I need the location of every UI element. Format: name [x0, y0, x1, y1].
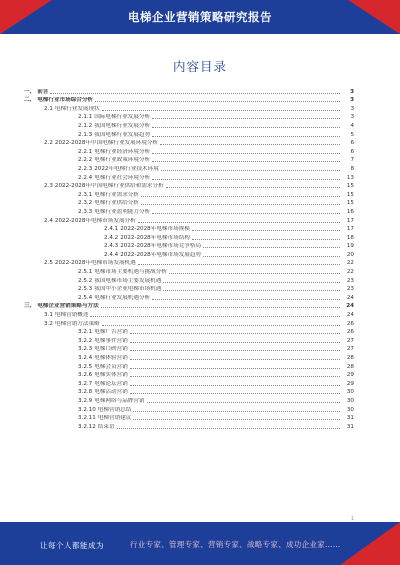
toc-entry-title: 2022-2028年电梯市场规模 [120, 226, 190, 233]
toc-entry-number: 二、 [24, 97, 36, 104]
toc-heading: 内容目录 [172, 59, 227, 74]
toc-entry-number: 2.5.3 [78, 286, 93, 293]
toc-dot-leader [102, 110, 340, 111]
toc-entry-page: 29 [346, 372, 354, 379]
toc-entry-page: 31 [346, 415, 354, 422]
toc-entry-title: 2022-2028年电梯市场发展分析 [54, 217, 136, 224]
toc-entry-page: 15 [346, 183, 354, 190]
toc-entry-page: 24 [346, 303, 354, 310]
toc-dot-leader [152, 299, 340, 300]
toc-entry-title: 电梯行业发展机遇分析 [94, 294, 151, 301]
toc-entry-title: 电梯行业盈利能力分析 [94, 208, 151, 215]
toc-entry-page: 31 [346, 423, 354, 430]
toc-entry-page: 22 [346, 260, 354, 267]
toc-entry-title: 电梯事件营销 [94, 337, 128, 344]
toc-entry-number: 2.2 [44, 140, 53, 147]
toc-entry[interactable] [24, 181, 354, 190]
toc-entry-number: 3.2.1 [78, 329, 93, 336]
toc-entry[interactable] [24, 258, 354, 267]
toc-entry[interactable] [24, 352, 354, 361]
header-bar [0, 0, 400, 34]
toc-entry[interactable] [24, 215, 354, 224]
toc-entry-page: 30 [346, 389, 354, 396]
toc-dot-leader [141, 204, 340, 205]
toc-dot-leader [163, 282, 340, 283]
toc-entry-number: 3.2.12 [78, 423, 96, 430]
toc-entry-number: 2.2.4 [78, 174, 93, 181]
toc-entry-title: 电梯行业社会环境分析 [94, 174, 151, 181]
toc-entry-title: 电梯行业经济环境分析 [94, 148, 151, 155]
toc-entry[interactable] [24, 318, 354, 327]
toc-entry-number: 一、 [24, 88, 36, 95]
toc-dot-leader [166, 187, 340, 188]
toc-entry[interactable] [24, 284, 354, 293]
toc-entry-number: 2.2.1 [78, 148, 93, 155]
toc-entry[interactable] [24, 86, 354, 95]
toc-entry-title: 电梯实体营销 [94, 372, 128, 379]
toc-entry-title: 2022-2028年电梯市场竞争格局 [120, 243, 202, 250]
toc-entry-title: 电梯营销方法策略 [54, 320, 100, 327]
toc-entry-number: 3.2.8 [78, 389, 93, 396]
toc-dot-leader [130, 359, 340, 360]
toc-entry[interactable] [24, 275, 354, 284]
toc-entry-number: 2.2.2 [78, 157, 93, 164]
toc-entry[interactable] [24, 378, 354, 387]
toc-dot-leader [169, 273, 340, 274]
toc-entry[interactable] [24, 138, 354, 147]
toc-entry-page: 3 [350, 114, 354, 121]
toc-entry[interactable] [24, 129, 354, 138]
toc-entry-number: 2.4.2 [104, 234, 119, 241]
toc-dot-leader [130, 350, 340, 351]
toc-entry-page: 28 [346, 355, 354, 361]
toc-entry-title: 电梯营销概述 [54, 312, 89, 319]
toc-entry-number: 3.1 [44, 312, 53, 319]
toc-dot-leader [192, 239, 340, 240]
toc-entry-page: 15 [346, 200, 354, 207]
toc-dot-leader [130, 393, 340, 394]
toc-dot-leader [95, 101, 340, 102]
toc-dot-leader [130, 385, 340, 386]
toc-entry-title: 电梯口碑营销 [94, 346, 128, 353]
toc-entry-title: 电梯行业政策环境分析 [94, 157, 151, 164]
toc-entry-title: 我国电梯市场主要发展机遇 [94, 277, 162, 284]
toc-entry-number: 2.5.1 [78, 269, 93, 276]
toc-entry[interactable] [24, 387, 354, 396]
toc-entry-title: 2022-2028年电梯市场结构 [120, 234, 190, 241]
toc-entry-number: 2.4.3 [104, 243, 119, 250]
toc-dot-leader [152, 153, 340, 154]
toc-entry-title: 电梯营销总结 [97, 406, 132, 413]
toc-dot-leader [161, 170, 340, 171]
toc-entry-number: 3.2.6 [78, 372, 93, 379]
toc-entry[interactable] [24, 404, 354, 413]
toc-entry-number: 2.3.1 [78, 191, 93, 198]
toc-entry[interactable] [24, 361, 354, 370]
toc-entry-page: 23 [346, 277, 354, 284]
toc-dot-leader [130, 333, 340, 334]
toc-entry[interactable] [24, 327, 354, 336]
toc-entry-page: 24 [346, 294, 354, 301]
report-title: 电梯企业营销策略研究报告 [128, 10, 272, 24]
toc-entry-number: 2.4.1 [104, 226, 119, 233]
toc-entry[interactable] [24, 198, 354, 207]
toc-entry[interactable] [24, 206, 354, 215]
toc-entry[interactable] [24, 301, 354, 310]
toc-entry-page: 15 [346, 191, 354, 198]
toc-entry-title: 电梯行业发展现状 [54, 105, 100, 112]
toc-dot-leader [192, 230, 340, 231]
toc-entry-title: 电梯广告营销 [94, 329, 128, 336]
toc-entry-number: 2.1.2 [78, 122, 93, 129]
toc-dot-leader [152, 213, 340, 214]
toc-entry[interactable] [24, 249, 354, 258]
toc-entry-number: 2.3.2 [78, 200, 93, 207]
toc-entry-page: 3 [350, 105, 354, 112]
toc-entry-title: 电梯网络与品牌营销 [94, 397, 145, 404]
toc-dot-leader [90, 316, 340, 317]
footer-red-wedge [340, 522, 400, 565]
toc-entry-number: 2.2.3 [78, 165, 93, 172]
footer-tagline: 行业专家、管理专家、营销专家、战略专家、成功企业家…… [130, 540, 341, 549]
toc-entry[interactable] [24, 224, 354, 233]
toc-entry[interactable] [24, 172, 354, 181]
toc-entry-number: 三、 [24, 303, 36, 310]
toc-entry-number: 2.5.4 [78, 294, 93, 301]
toc-entry-title: 电梯市场主要机遇与挑战分析 [94, 269, 167, 276]
toc-entry-title: 2022-2028年中国电梯行业供给和需求分析 [54, 183, 164, 190]
toc-entry-title: 电梯体验营销 [94, 355, 128, 361]
toc-dot-leader [138, 222, 340, 223]
toc-entry-number: 3.2 [44, 320, 53, 327]
toc-entry-title: 电梯行业市场综合分析 [37, 97, 94, 104]
toc-dot-leader [160, 144, 340, 145]
toc-entry-number: 3.2.11 [78, 415, 96, 422]
toc-entry-number: 2.1.1 [78, 114, 93, 121]
toc-entry-number: 2.5 [44, 260, 53, 267]
toc-dot-leader [130, 342, 340, 343]
toc-entry-page: 4 [350, 122, 354, 129]
toc-dot-leader [203, 247, 340, 248]
page-number: 1 [350, 516, 354, 522]
toc-entry-page: 23 [346, 286, 354, 293]
toc-dot-leader [130, 368, 340, 369]
toc-dot-leader [141, 196, 340, 197]
toc-entry-number: 3.2.3 [78, 346, 93, 353]
toc-entry-title: 我国电梯行业发展趋势 [94, 131, 151, 138]
toc-entry-title: 我国电梯行业发展分析 [94, 122, 151, 129]
toc-entry-page: 6 [350, 148, 354, 155]
toc-entry-number: 3.2.4 [78, 355, 93, 361]
toc-entry[interactable] [24, 103, 354, 112]
toc-entry-title: 2022-2028年中国电梯行业发展环境分析 [54, 140, 159, 147]
toc-entry-title: 我国中小企业电梯市场机遇 [94, 286, 162, 293]
toc-entry-page: 19 [346, 243, 354, 250]
toc-entry-title: 电梯行业需求分析 [94, 191, 139, 198]
toc-entry-title: 2022-2028年电梯市场发展趋势 [120, 251, 202, 258]
toc-entry-title: 电梯行业供给分析 [94, 200, 139, 207]
toc-entry-page: 27 [346, 346, 354, 353]
toc-entry-page: 3 [350, 88, 354, 95]
toc-entry-title: 电梯营销建议 [97, 415, 132, 422]
toc-dot-leader [152, 161, 340, 162]
toc-entry[interactable] [24, 163, 354, 172]
footer-slogan: 让每个人都能成为 [40, 541, 104, 550]
toc-dot-leader [117, 428, 340, 429]
toc-entry-page: 6 [350, 140, 354, 147]
toc-entry-number: 2.4.4 [104, 251, 119, 258]
toc-dot-leader [130, 376, 340, 377]
toc-entry-page: 7 [350, 157, 354, 164]
toc-entry-title: 结束语 [97, 423, 115, 430]
toc-entry-number: 2.1 [44, 105, 53, 112]
toc-dot-leader [152, 136, 340, 137]
toc-dot-leader [147, 402, 340, 403]
toc-entry-number: 3.2.10 [78, 406, 96, 413]
toc-dot-leader [138, 264, 340, 265]
toc-entry-title: 电梯论坛营销 [94, 380, 128, 387]
toc-dot-leader [163, 290, 340, 291]
toc-entry-page: 17 [346, 226, 354, 233]
toc-entry-page: 30 [346, 406, 354, 413]
toc-entry-page: 24 [346, 312, 354, 319]
toc-entry[interactable] [24, 146, 354, 155]
toc-dot-leader [152, 118, 340, 119]
toc-entry-page: 26 [346, 329, 354, 336]
toc-entry-title: 国际电梯行业发展分析 [94, 114, 151, 121]
toc-entry-page: 22 [346, 269, 354, 276]
toc-entry-page: 17 [346, 217, 354, 224]
toc-dot-leader [133, 411, 340, 412]
toc-entry[interactable] [24, 292, 354, 301]
toc-entry[interactable] [24, 95, 354, 104]
toc-entry[interactable] [24, 370, 354, 379]
toc-dot-leader [152, 127, 340, 128]
toc-entry[interactable] [24, 421, 354, 430]
toc-entry[interactable] [24, 395, 354, 404]
toc-entry-title: 电梯企业营销策略与方法 [37, 303, 99, 310]
toc-entry-page: 18 [346, 234, 354, 241]
toc-entry[interactable] [24, 189, 354, 198]
toc-entry[interactable] [24, 335, 354, 344]
toc-dot-leader [102, 325, 340, 326]
toc-dot-leader [203, 256, 340, 257]
toc-dot-leader [152, 179, 340, 180]
toc-dot-leader [101, 307, 340, 308]
toc-entry-number: 2.3.3 [78, 208, 93, 215]
toc-entry-page: 3 [350, 97, 354, 104]
toc-entry[interactable] [24, 232, 354, 241]
toc-entry-page: 30 [346, 397, 354, 404]
toc-entry[interactable] [24, 309, 354, 318]
toc-entry-title: 2022年电梯行业技术环境 [94, 165, 159, 172]
toc-entry[interactable] [24, 120, 354, 129]
toc-entry-number: 2.4 [44, 217, 53, 224]
toc-entry[interactable] [24, 241, 354, 250]
toc-entry[interactable] [24, 344, 354, 353]
toc-entry[interactable] [24, 112, 354, 121]
toc-entry-number: 2.5.2 [78, 277, 93, 284]
toc-entry-title: 前言 [37, 88, 49, 95]
toc-entry-number: 3.2.5 [78, 363, 93, 370]
toc-dot-leader [50, 93, 340, 94]
table-of-contents [24, 86, 354, 430]
toc-entry-page: 16 [346, 208, 354, 215]
toc-entry-page: 26 [346, 320, 354, 327]
toc-entry-page: 20 [346, 251, 354, 258]
toc-entry-page: 27 [346, 337, 354, 344]
toc-dot-leader [133, 419, 340, 420]
toc-entry-page: 13 [346, 174, 354, 181]
toc-entry-page: 8 [350, 165, 354, 172]
toc-entry-page: 5 [350, 131, 354, 138]
toc-entry[interactable] [24, 266, 354, 275]
toc-entry-number: 2.1.3 [78, 131, 93, 138]
footer-bar [0, 522, 400, 565]
toc-entry-title: 2022-2028年电梯市场发展机遇 [54, 260, 136, 267]
toc-entry-title: 电梯会员营销 [94, 363, 128, 370]
toc-entry[interactable] [24, 155, 354, 164]
toc-entry-number: 3.2.7 [78, 380, 93, 387]
toc-entry-number: 3.2.9 [78, 397, 93, 404]
toc-entry-title: 电梯活动营销 [94, 389, 128, 396]
toc-entry-number: 2.3 [44, 183, 53, 190]
toc-entry[interactable] [24, 413, 354, 422]
toc-entry-page: 29 [346, 380, 354, 387]
toc-entry-number: 3.2.2 [78, 337, 93, 344]
toc-entry-page: 28 [346, 363, 354, 370]
